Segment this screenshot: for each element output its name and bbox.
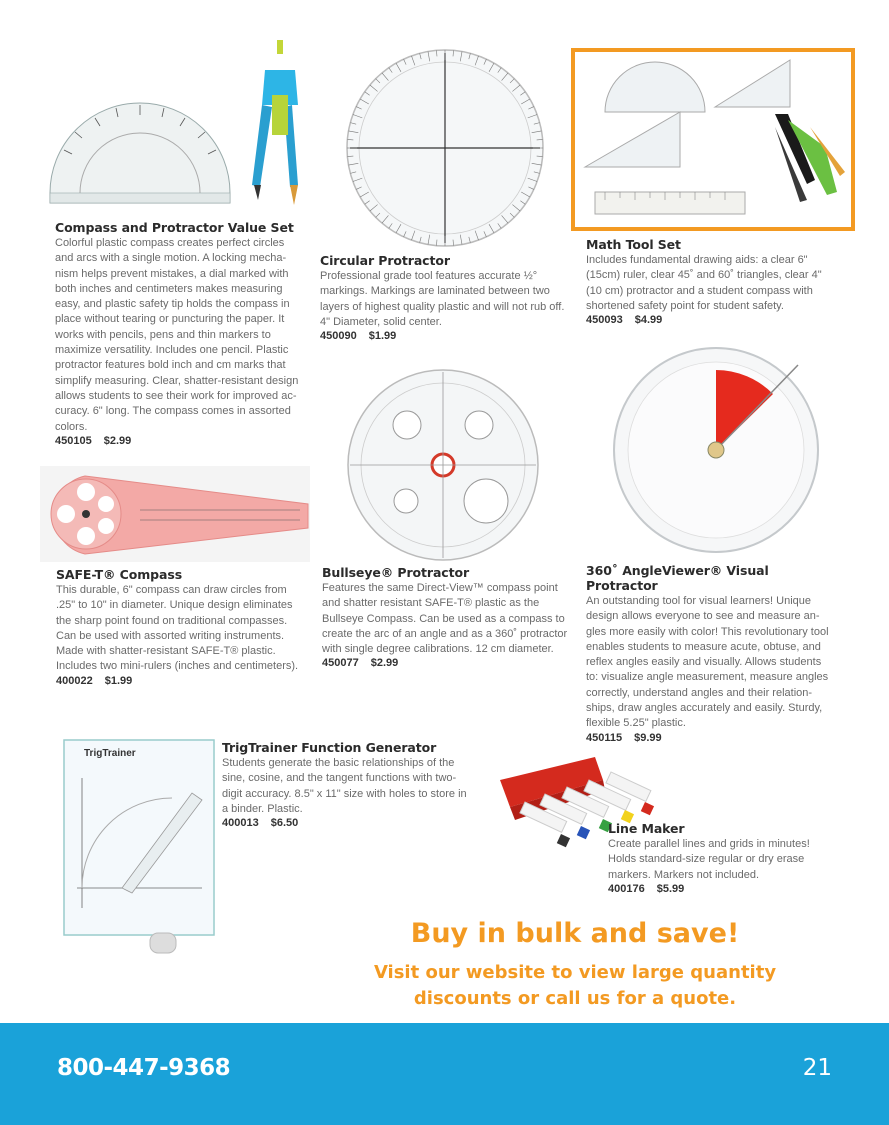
circular-protractor-image	[340, 45, 550, 250]
product-description: Students generate the basic relationships of the sine, cosine, and the tangent functions with two-digit accuracy. 8.5" x 11" size with holes to store in a binder. Plastic.	[222, 757, 467, 815]
product-price: $6.50	[270, 817, 299, 830]
product-sku: 400013	[222, 817, 259, 830]
angleviewer-image	[608, 340, 830, 558]
product-sku: 450090	[320, 330, 357, 343]
product-line-maker	[608, 821, 838, 895]
product-price: $4.99	[634, 314, 663, 327]
product-price-line	[586, 314, 836, 326]
product-title: Line Maker	[608, 821, 685, 836]
product-price: $1.99	[368, 330, 397, 343]
math-tool-set-image	[571, 48, 855, 231]
product-price-line	[56, 675, 308, 687]
trigtrainer-image	[62, 738, 217, 956]
product-title: TrigTrainer Function Generator	[222, 740, 437, 755]
product-price-line	[586, 732, 836, 744]
product-title: SAFE-T® Compass	[56, 567, 183, 582]
product-title: Math Tool Set	[586, 237, 681, 252]
product-circular-protractor	[320, 253, 570, 342]
product-price-line	[322, 657, 572, 669]
product-angleviewer	[586, 563, 836, 744]
product-description: Professional grade tool features accurate ½° markings. Markings are laminated between two layers of highest quality plastic and will not rub off. 4" Diameter, solid center.	[320, 270, 565, 328]
product-description: An outstanding tool for visual learners! Unique design allows everyone to see and measure an-gles more easily with color! This revolutionary tool enables students to measure acute, obtuse, and reflex angles easily and visually. Allows students to: visualize angle measurement, measure angles correctly, understand angles and their relation-ships, draw angles accurately and easily. Sturdy, flexible 5.25" plastic.	[586, 595, 829, 730]
trigtrainer-logo: TrigTrainer	[84, 748, 136, 759]
product-price: $2.99	[103, 434, 132, 447]
product-sku: 450105	[55, 434, 92, 447]
product-description: Colorful plastic compass creates perfect circles and arcs with a single motion. A locking mecha-nism helps prevent mistakes, a dial marked with both inches and centimeters makes measuring easy, and plastic safety tip holds the compass in place without tearing or puncturing the paper. It works with pencils, pens and thin markers to maximize versatility. Includes one pencil. Plastic protractor features bold inch and cm marks that simplify measuring. Clear, shatter-resistant design allows students to see their work for improved ac-curacy. 6" long. The compass comes in assorted colors.	[55, 237, 299, 433]
product-price-line	[55, 435, 303, 447]
product-sku: 450077	[322, 657, 359, 670]
product-price: $2.99	[370, 657, 399, 670]
product-sku: 450093	[586, 314, 623, 327]
product-math-tool-set	[586, 237, 836, 326]
product-price: $1.99	[104, 674, 133, 687]
product-safe-t-compass	[56, 567, 308, 687]
product-description: Features the same Direct-View™ compass point and shatter resistant SAFE-T® plastic as the Bullseye Compass. Can be used as a compass to create the arc of an angle and as a 360˚ protractor with single degree calibrations. 12 cm diameter.	[322, 582, 568, 656]
compass-protractor-image	[40, 35, 310, 215]
promo-subtitle: Visit our website to view large quantity discounts or call us for a quote.	[373, 962, 777, 1009]
product-bullseye-protractor	[322, 565, 572, 669]
product-price-line	[608, 883, 838, 895]
product-sku: 400176	[608, 882, 645, 895]
product-price: $9.99	[634, 731, 662, 744]
product-description: Includes fundamental drawing aids: a clear 6" (15cm) ruler, clear 45˚ and 60˚ triangles, clear 4" (10 cm) protractor and a student compass with shortened safety point for student safety.	[586, 254, 822, 312]
bullseye-protractor-image	[340, 365, 550, 565]
product-description: Create parallel lines and grids in minutes! Holds standard-size regular or dry erase markers. Markers not included.	[608, 838, 810, 881]
product-compass-protractor	[55, 220, 303, 447]
product-price-line	[222, 817, 472, 829]
product-title: Compass and Protractor Value Set	[55, 220, 294, 235]
page-number: 21	[802, 1055, 832, 1081]
product-title: 360˚ AngleViewer® Visual Protractor	[586, 563, 769, 593]
promo-title: Buy in bulk and save!	[410, 918, 740, 949]
safe-t-compass-image	[40, 466, 310, 562]
product-price: $5.99	[656, 882, 685, 895]
product-sku: 450115	[586, 731, 623, 744]
product-title: Bullseye® Protractor	[322, 565, 470, 580]
footer-phone: 800-447-9368	[57, 1055, 231, 1081]
product-sku: 400022	[56, 674, 93, 687]
product-description: This durable, 6" compass can draw circles from .25" to 10" in diameter. Unique design eliminates the sharp point found on traditional compasses. Can be used with assorted writing instruments. Made with shatter-resistant SAFE-T® plastic. Includes two mini-rulers (inches and centimeters).	[56, 584, 299, 673]
product-title: Circular Protractor	[320, 253, 450, 268]
product-price-line	[320, 330, 570, 342]
product-trigtrainer	[222, 740, 472, 829]
